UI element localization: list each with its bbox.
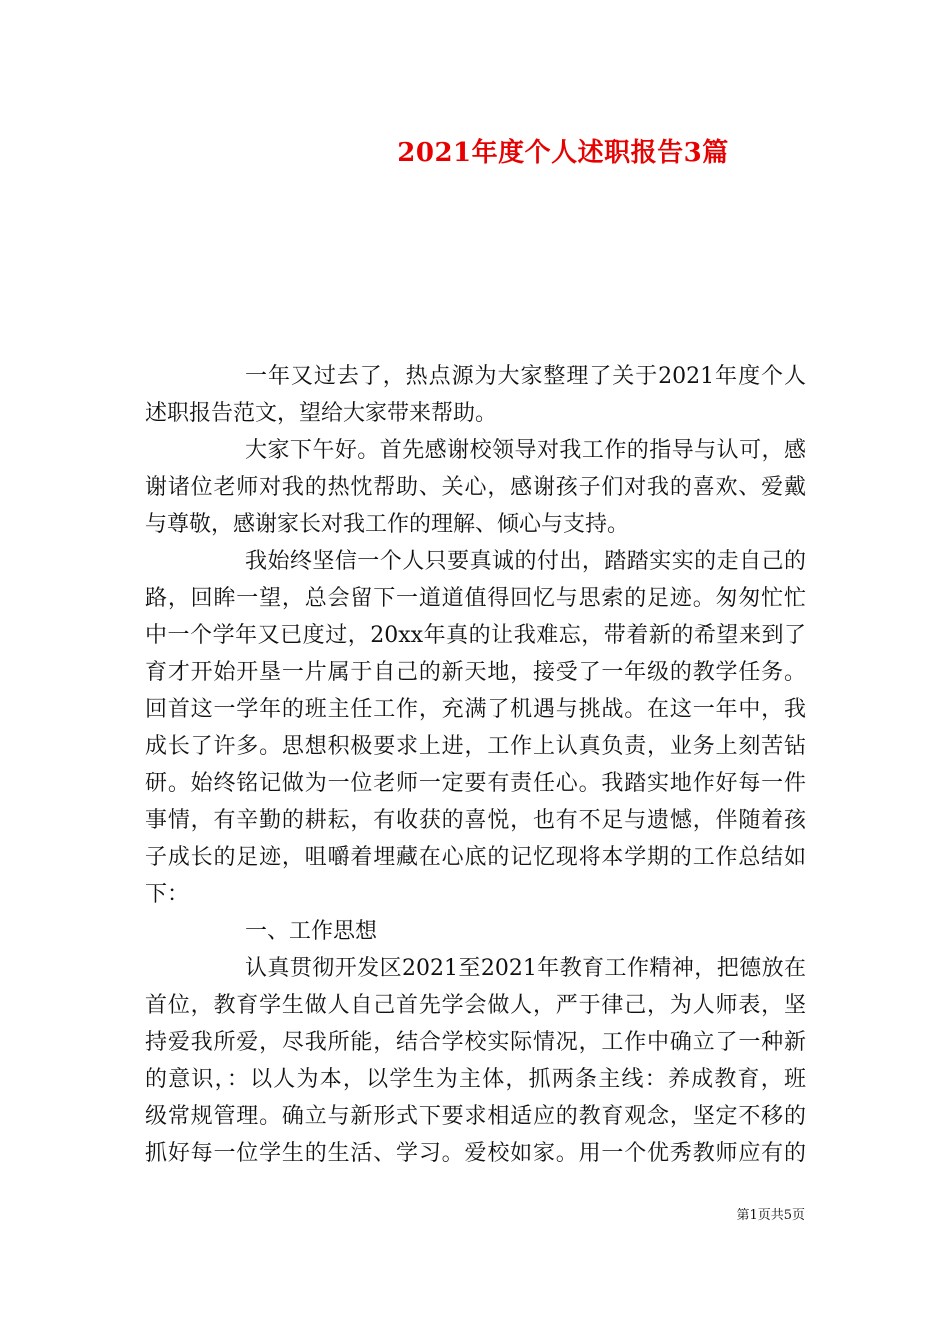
paragraph [145,432,806,543]
document-title: 2021年度个人述职报告3篇 [397,138,729,168]
text-line: 抓好每一位学生的生活、学习。爱校如家。用一个优秀教师应有的 [145,1141,806,1166]
text-line: 级常规管理。确立与新形式下要求相适应的教育观念，坚定不移的 [145,1104,806,1129]
paragraph [145,543,806,913]
document-body [145,358,806,1172]
text-line: 育才开始开垦一片属于自己的新天地，接受了一年级的教学任务。 [145,660,806,685]
text-line: 中一个学年又已度过，20xx年真的让我难忘，带着新的希望来到了 [145,623,806,648]
page-footer: 第1页共5页 [736,1208,805,1223]
text-line: 回首这一学年的班主任工作，充满了机遇与挑战。在这一年中，我 [145,697,806,722]
text-line: 认真贯彻开发区2021至2021年教育工作精神，把德放在 [245,956,806,981]
text-line: 大家下午好。首先感谢校领导对我工作的指导与认可，感 [245,438,806,463]
text-line: 子成长的足迹，咀嚼着埋藏在心底的记忆现将本学期的工作总结如 [145,845,806,870]
text-line: 一、工作思想 [245,919,378,944]
text-line: 成长了许多。思想积极要求上进，工作上认真负责，业务上刻苦钻 [145,734,806,759]
text-line: 首位，教育学生做人自己首先学会做人，严于律己，为人师表，坚 [145,993,806,1018]
text-line: 我始终坚信一个人只要真诚的付出，踏踏实实的走自己的 [245,549,806,574]
text-line: 谢诸位老师对我的热忱帮助、关心，感谢孩子们对我的喜欢、爱戴 [145,475,806,500]
paragraph [145,358,806,432]
text-line: 一年又过去了，热点源为大家整理了关于2021年度个人 [245,364,806,389]
text-line: 研。始终铭记做为一位老师一定要有责任心。我踏实地作好每一件 [145,771,806,796]
text-line: 事情，有辛勤的耕耘，有收获的喜悦，也有不足与遗憾，伴随着孩 [145,808,806,833]
text-line: 下： [145,882,190,907]
paragraph [145,950,806,1172]
text-line: 的意识，：以人为本，以学生为主体，抓两条主线：养成教育，班 [145,1067,806,1092]
paragraph [145,913,806,950]
text-line: 持爱我所爱，尽我所能，结合学校实际情况，工作中确立了一种新 [145,1030,806,1055]
text-line: 述职报告范文，望给大家带来帮助。 [145,401,498,426]
text-line: 路，回眸一望，总会留下一道道值得回忆与思索的足迹。匆匆忙忙 [145,586,806,611]
text-line: 与尊敬，感谢家长对我工作的理解、倾心与支持。 [145,512,630,537]
